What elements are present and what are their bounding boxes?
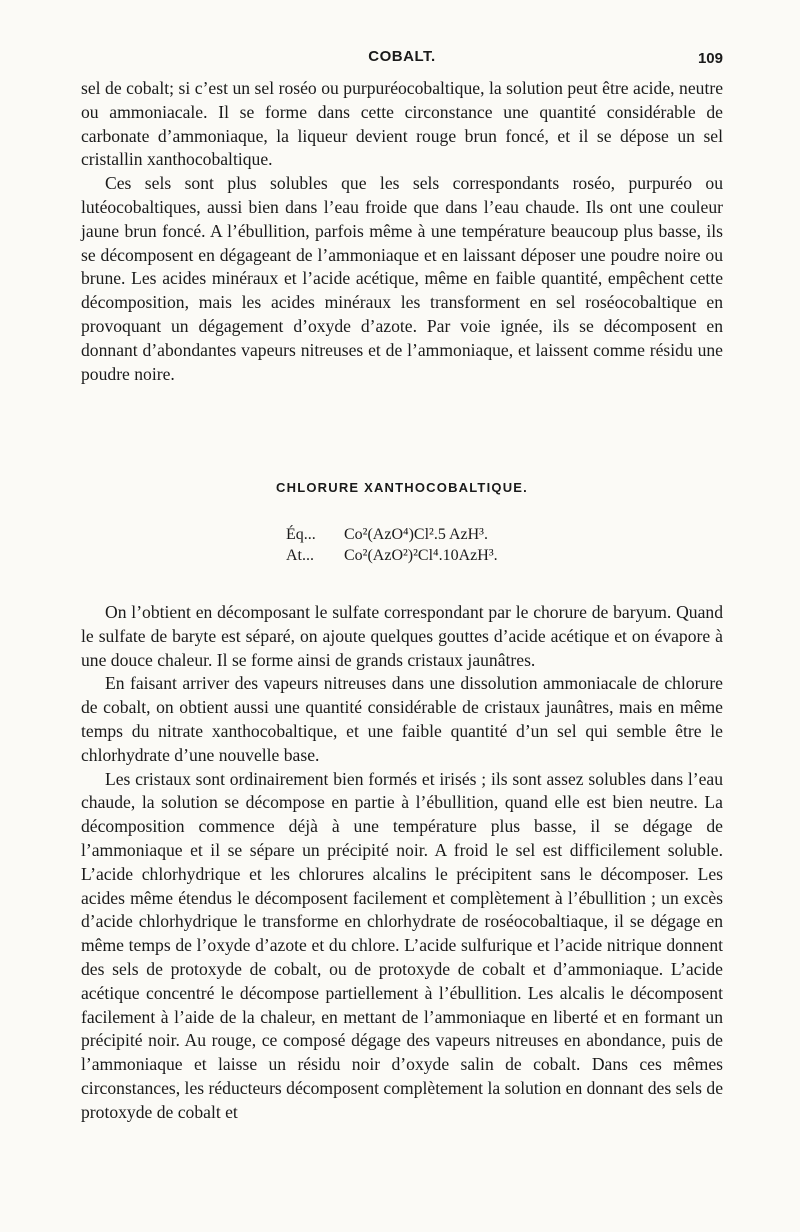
formula-block [286, 524, 498, 566]
page-number: 109 [697, 50, 723, 67]
formula-label: Éq... [286, 526, 316, 543]
text-block-bottom [81, 601, 723, 1125]
paragraph: sel de cobalt; si c’est un sel roséo ou purpuréocobaltique, la solution peut être acide, neutre ou ammoniacale. Il se forme dans cette circonstance une quantité considérable de carbonate d’ammoniaque, la liqueur devient rouge brun foncé, et il se dépose un sel cristallin xanthocobaltique. [81, 78, 723, 170]
formula-text: Co²(AzO²)²Cl⁴.10AzH³. [344, 547, 498, 564]
running-title: COBALT. [368, 48, 436, 65]
formula-line [286, 524, 498, 545]
paragraph: On l’obtient en décomposant le sulfate correspondant par le chorure de baryum. Quand le sulfate de baryte est séparé, on ajoute quelques gouttes d’acide acétique et on évapore à une douce chaleur. Il se forme ainsi de grands cristaux jaunâtres. [81, 602, 723, 670]
text-block-top [81, 77, 723, 386]
formula-text: Co²(AzO⁴)Cl².5 AzH³. [344, 526, 488, 543]
formula-line [286, 545, 498, 566]
running-head [81, 48, 723, 70]
paragraph: Les cristaux sont ordinairement bien formés et irisés ; ils sont assez solubles dans l’eau chaude, la solution se décompose en partie à l’ébullition, quand elle est bien neutre. La décomposition commence déjà à une température plus basse, il se dégage de l’ammoniaque et il se sépare un précipité noir. A froid le sel est difficilement soluble. L’acide chlorhydrique et les chlorures alcalins le précipitent sans le décomposer. Les acides même étendus le décomposent facilement et complètement à l’ébullition ; un excès d’acide chlorhydrique le transforme en chlorhydrate de roséocobaltiaque, il se dégage en même temps de l’oxyde d’azote et du chlore. L’acide sulfurique et l’acide nitrique donnent des sels de protoxyde de cobalt, ou de protoxyde de cobalt et d’ammoniaque. L’acide acétique concentré le décompose partiellement à l’ébullition. Les alcalis le décomposent facilement à l’aide de la chaleur, en mettant de l’ammoniaque en liberté et en formant un précipité noir. Au rouge, ce composé dégage des vapeurs nitreuses en abondance, puis de l’ammoniaque et laisse un résidu noir d’oxyde salin de cobalt. Dans ces mêmes circonstances, les réducteurs décomposent complètement la solution en donnant des sels de protoxyde de cobalt et [81, 768, 723, 1122]
paragraph: En faisant arriver des vapeurs nitreuses dans une dissolution ammoniacale de chlorure de cobalt, on obtient aussi une quantité considérable de cristaux jaunâtres, mais en même temps du nitrate xanthocobaltique, et une faible quantité d’un sel qui semble être le chlorhydrate d’une nouvelle base. [81, 673, 723, 765]
section-heading: CHLORURE XANTHOCOBALTIQUE. [276, 480, 528, 495]
paragraph: Ces sels sont plus solubles que les sels correspondants roséo, purpuréo ou lutéocobaltiques, aussi bien dans l’eau froide que dans l’eau chaude. Ils ont une couleur jaune brun foncé. A l’ébullition, parfois même à une température beaucoup plus basse, ils se décomposent en dégageant de l’ammoniaque et en laissant déposer une poudre noire ou brune. Les acides minéraux et l’acide acétique, même en faible quantité, empêchent cette décomposition, mais les acides minéraux les transforment en sel roséocobaltique en provoquant un dégagement d’oxyde d’azote. Par voie ignée, ils se décomposent en donnant d’abondantes vapeurs nitreuses et de l’ammoniaque, et laissent comme résidu une poudre noire. [81, 173, 723, 384]
formula-label: At... [286, 547, 314, 564]
